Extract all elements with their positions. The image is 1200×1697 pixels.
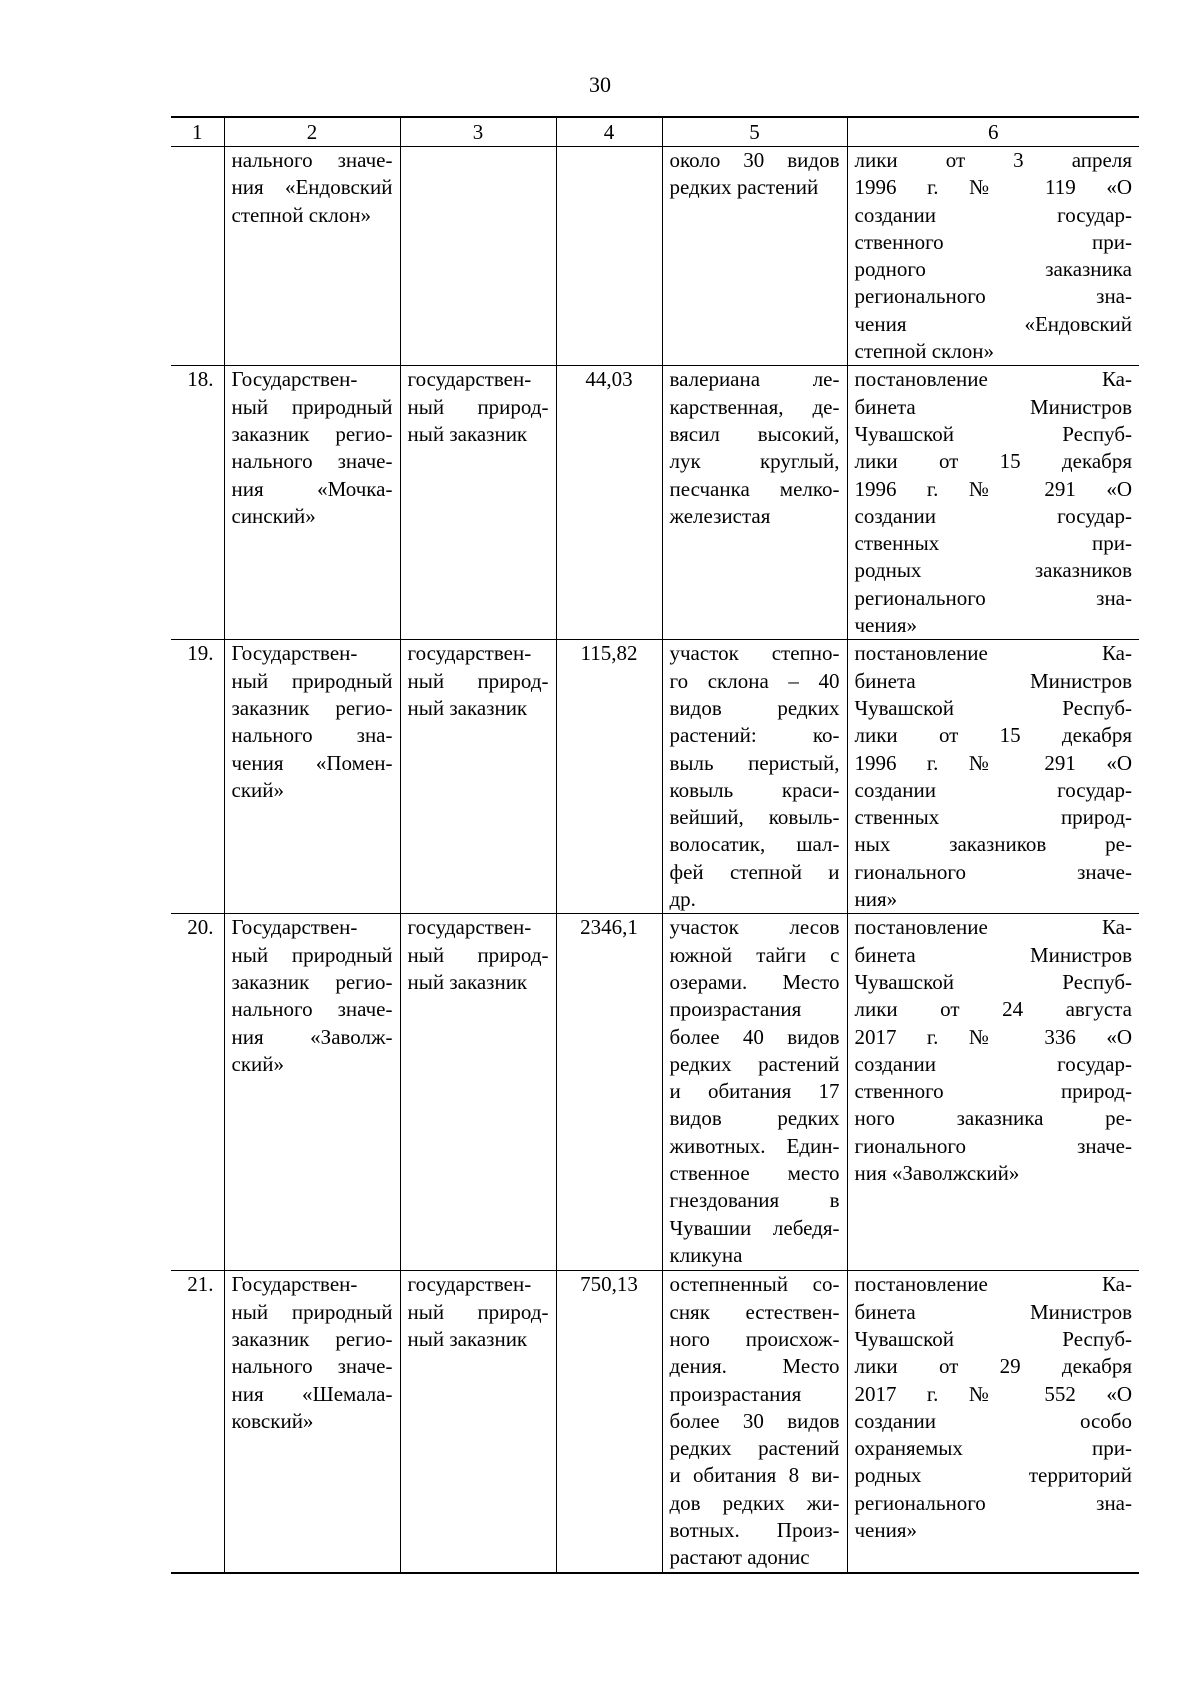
table-row bbox=[171, 914, 1139, 1271]
reserve-category-line: ный природ- bbox=[407, 394, 549, 419]
reserve-name bbox=[224, 147, 400, 366]
reserve-description-line: вотных. Произ- bbox=[669, 1518, 840, 1543]
legal-document-line: регионального зна- bbox=[854, 585, 1132, 610]
reserve-description-line: ковыль краси- bbox=[669, 777, 840, 802]
reserve-category-line: ный заказник bbox=[407, 695, 528, 720]
legal-document-line: создании особо bbox=[854, 1408, 1132, 1433]
legal-document-line: лики от 15 декабря bbox=[854, 449, 1132, 474]
legal-document-line: степной склон» bbox=[854, 339, 995, 364]
legal-document-line: охраняемых при- bbox=[854, 1436, 1132, 1461]
reserve-description-line: лук круглый, bbox=[669, 449, 840, 474]
legal-document-line: ния «Заволжский» bbox=[854, 1161, 1020, 1186]
reserve-description-line: сняк естествен- bbox=[669, 1299, 840, 1324]
legal-document-line: бинета Министров bbox=[854, 1299, 1132, 1324]
reserve-category-line: ный природ- bbox=[407, 942, 549, 967]
legal-document-line: Чувашской Респуб- bbox=[854, 695, 1132, 720]
reserve-description-line: го склона – 40 bbox=[669, 668, 840, 693]
reserve-description-line: кликуна bbox=[669, 1242, 743, 1267]
reserve-area: 750,13 bbox=[556, 1271, 662, 1573]
reserve-name bbox=[224, 640, 400, 914]
legal-document-line: 1996 г. № 291 «О bbox=[854, 750, 1132, 775]
reserve-category-line: государствен- bbox=[407, 367, 532, 392]
legal-document-line: бинета Министров bbox=[854, 668, 1132, 693]
reserve-description-line: около 30 видов bbox=[669, 148, 840, 172]
legal-document-line: родных заказников bbox=[854, 558, 1132, 583]
reserve-category-line: ный заказник bbox=[407, 1326, 528, 1351]
legal-document-line: гионального значе- bbox=[854, 1133, 1132, 1158]
legal-document bbox=[847, 640, 1139, 914]
legal-document-line: лики от 15 декабря bbox=[854, 723, 1132, 748]
column-header: 3 bbox=[400, 117, 556, 147]
reserve-description-line: произрастания bbox=[669, 997, 802, 1022]
reserve-description-line: железистая bbox=[669, 503, 771, 528]
reserve-name-line: ский» bbox=[231, 1051, 284, 1076]
legal-document-line: лики от 29 декабря bbox=[854, 1354, 1132, 1379]
reserve-description-line: растают адонис bbox=[669, 1545, 810, 1570]
page-number: 30 bbox=[589, 72, 611, 97]
legal-document-line: создании государ- bbox=[854, 503, 1132, 528]
reserve-category-line: ный заказник bbox=[407, 421, 528, 446]
reserve-description-line: карственная, де- bbox=[669, 394, 840, 419]
legal-document-line: Чувашской Респуб- bbox=[854, 969, 1132, 994]
reserve-category bbox=[400, 1271, 556, 1573]
row-number: 21. bbox=[171, 1271, 224, 1573]
legal-document-line: регионального зна- bbox=[854, 284, 1132, 309]
reserve-description-line: редких растений bbox=[669, 1051, 840, 1076]
row-number: 18. bbox=[171, 366, 224, 640]
reserve-name-line: ния «Шемала- bbox=[231, 1381, 393, 1406]
reserve-name bbox=[224, 1271, 400, 1573]
reserve-name-line: ный природный bbox=[231, 942, 393, 967]
reserve-category-line: ный природ- bbox=[407, 1299, 549, 1324]
reserve-name-line: ния «Ендовский bbox=[231, 175, 393, 200]
reserve-description bbox=[662, 640, 847, 914]
reserve-name-line: Государствен- bbox=[231, 1272, 358, 1297]
reserve-description bbox=[662, 366, 847, 640]
reserve-description-line: видов редких bbox=[669, 695, 840, 720]
legal-document bbox=[847, 914, 1139, 1271]
reserve-description-line: валериана ле- bbox=[669, 367, 840, 392]
reserve-description-line: вейший, ковыль- bbox=[669, 805, 840, 830]
row-number bbox=[171, 147, 224, 366]
legal-document-line: постановление Ка- bbox=[854, 367, 1132, 392]
legal-document-line: чения» bbox=[854, 1518, 918, 1543]
column-header: 6 bbox=[847, 117, 1139, 147]
table-header-row bbox=[171, 117, 1139, 147]
reserve-category bbox=[400, 147, 556, 366]
reserve-name-line: нального значе- bbox=[231, 997, 393, 1022]
reserve-name-line: ский» bbox=[231, 777, 284, 802]
reserve-description-line: редких растений bbox=[669, 175, 819, 200]
reserve-area: 2346,1 bbox=[556, 914, 662, 1271]
reserve-description-line: выль перистый, bbox=[669, 750, 840, 775]
reserve-category-line: государствен- bbox=[407, 915, 532, 940]
legal-document-line: создании государ- bbox=[854, 1051, 1132, 1076]
reserve-category bbox=[400, 366, 556, 640]
reserve-area: 115,82 bbox=[556, 640, 662, 914]
reserve-description bbox=[662, 1271, 847, 1573]
reserve-description-line: песчанка мелко- bbox=[669, 476, 840, 501]
reserve-description-line: животных. Един- bbox=[669, 1133, 840, 1158]
row-number: 19. bbox=[171, 640, 224, 914]
legal-document-line: родных территорий bbox=[854, 1463, 1132, 1488]
reserves-table bbox=[171, 116, 1139, 1574]
legal-document-line: чения» bbox=[854, 613, 918, 638]
reserve-name-line: чения «Помен- bbox=[231, 750, 393, 775]
legal-document-line: лики от 3 апреля bbox=[854, 148, 1132, 172]
reserve-category bbox=[400, 914, 556, 1271]
legal-document-line: постановление Ка- bbox=[854, 641, 1132, 666]
legal-document-line: 1996 г. № 119 «О bbox=[854, 175, 1132, 200]
reserve-name-line: синский» bbox=[231, 503, 316, 528]
legal-document-line: ственного при- bbox=[854, 229, 1132, 254]
reserve-description-line: гнездования в bbox=[669, 1188, 840, 1213]
legal-document-line: 1996 г. № 291 «О bbox=[854, 476, 1132, 501]
legal-document-line: ственных при- bbox=[854, 531, 1132, 556]
reserve-description-line: Чувашии лебедя- bbox=[669, 1215, 840, 1240]
reserve-category-line: государствен- bbox=[407, 641, 532, 666]
reserve-name-line: заказник регио- bbox=[231, 421, 393, 446]
reserve-description-line: участок степно- bbox=[669, 641, 840, 666]
reserve-description-line: произрастания bbox=[669, 1381, 802, 1406]
reserve-description-line: растений: ко- bbox=[669, 723, 840, 748]
legal-document bbox=[847, 366, 1139, 640]
reserve-description-line: видов редких bbox=[669, 1106, 840, 1131]
reserve-name-line: ный природный bbox=[231, 394, 393, 419]
reserve-name-line: ный природный bbox=[231, 668, 393, 693]
reserve-name-line: нального зна- bbox=[231, 723, 393, 748]
reserve-category-line: ный заказник bbox=[407, 969, 528, 994]
reserve-name-line: степной склон» bbox=[231, 202, 372, 227]
reserve-description-line: и обитания 8 ви- bbox=[669, 1463, 840, 1488]
reserve-description bbox=[662, 147, 847, 366]
reserve-description-line: участок лесов bbox=[669, 915, 840, 940]
legal-document-line: регионального зна- bbox=[854, 1490, 1132, 1515]
reserve-description-line: и обитания 17 bbox=[669, 1079, 840, 1104]
reserve-description-line: дения. Место bbox=[669, 1354, 840, 1379]
legal-document-line: Чувашской Респуб- bbox=[854, 1326, 1132, 1351]
legal-document-line: 2017 г. № 336 «О bbox=[854, 1024, 1132, 1049]
reserve-category-line: государствен- bbox=[407, 1272, 532, 1297]
reserve-description bbox=[662, 914, 847, 1271]
reserve-description-line: ного происхож- bbox=[669, 1326, 840, 1351]
row-number: 20. bbox=[171, 914, 224, 1271]
column-header: 1 bbox=[171, 117, 224, 147]
reserve-description-line: озерами. Место bbox=[669, 969, 840, 994]
table-row bbox=[171, 366, 1139, 640]
reserve-name-line: нального значе- bbox=[231, 1354, 393, 1379]
legal-document-line: лики от 24 августа bbox=[854, 997, 1132, 1022]
reserve-name-line: ния «Заволж- bbox=[231, 1024, 393, 1049]
legal-document-line: постановление Ка- bbox=[854, 1272, 1132, 1297]
legal-document-line: ственных природ- bbox=[854, 805, 1132, 830]
reserve-description-line: южной тайги с bbox=[669, 942, 840, 967]
reserve-name-line: ния «Мочка- bbox=[231, 476, 393, 501]
reserve-area bbox=[556, 147, 662, 366]
reserve-area: 44,03 bbox=[556, 366, 662, 640]
column-header: 2 bbox=[224, 117, 400, 147]
reserve-description-line: более 40 видов bbox=[669, 1024, 840, 1049]
legal-document-line: ственного природ- bbox=[854, 1079, 1132, 1104]
legal-document-line: чения «Ендовский bbox=[854, 311, 1132, 336]
reserve-description-line: ственное место bbox=[669, 1161, 840, 1186]
legal-document-line: ного заказника ре- bbox=[854, 1106, 1132, 1131]
reserve-description-line: волосатик, шал- bbox=[669, 832, 840, 857]
table-row bbox=[171, 147, 1139, 366]
reserve-name-line: Государствен- bbox=[231, 367, 358, 392]
column-header: 5 bbox=[662, 117, 847, 147]
column-header: 4 bbox=[556, 117, 662, 147]
legal-document-line: создании государ- bbox=[854, 777, 1132, 802]
reserve-description-line: фей степной и bbox=[669, 859, 840, 884]
reserve-name-line: заказник регио- bbox=[231, 695, 393, 720]
reserve-category-line: ный природ- bbox=[407, 668, 549, 693]
legal-document-line: гионального значе- bbox=[854, 859, 1132, 884]
reserve-name-line: нального значе- bbox=[231, 449, 393, 474]
table-row bbox=[171, 640, 1139, 914]
reserve-name bbox=[224, 914, 400, 1271]
legal-document-line: 2017 г. № 552 «О bbox=[854, 1381, 1132, 1406]
reserve-name-line: заказник регио- bbox=[231, 969, 393, 994]
legal-document-line: бинета Министров bbox=[854, 942, 1132, 967]
reserve-name-line: ный природный bbox=[231, 1299, 393, 1324]
legal-document-line: постановление Ка- bbox=[854, 915, 1132, 940]
reserve-description-line: вясил высокий, bbox=[669, 421, 840, 446]
reserve-description-line: др. bbox=[669, 887, 696, 912]
legal-document bbox=[847, 1271, 1139, 1573]
reserve-category bbox=[400, 640, 556, 914]
legal-document-line: создании государ- bbox=[854, 202, 1132, 227]
reserve-name-line: Государствен- bbox=[231, 915, 358, 940]
legal-document-line: ных заказников ре- bbox=[854, 832, 1132, 857]
legal-document bbox=[847, 147, 1139, 366]
reserve-name-line: заказник регио- bbox=[231, 1326, 393, 1351]
reserve-description-line: более 30 видов bbox=[669, 1408, 840, 1433]
reserve-description-line: дов редких жи- bbox=[669, 1490, 840, 1515]
reserve-name-line: нального значе- bbox=[231, 148, 393, 172]
table-row bbox=[171, 1271, 1139, 1573]
reserve-name bbox=[224, 366, 400, 640]
legal-document-line: ния» bbox=[854, 887, 898, 912]
reserve-description-line: остепненный со- bbox=[669, 1272, 840, 1297]
legal-document-line: бинета Министров bbox=[854, 394, 1132, 419]
legal-document-line: Чувашской Респуб- bbox=[854, 421, 1132, 446]
reserve-name-line: ковский» bbox=[231, 1408, 314, 1433]
reserve-name-line: Государствен- bbox=[231, 641, 358, 666]
legal-document-line: родного заказника bbox=[854, 257, 1132, 282]
reserve-description-line: редких растений bbox=[669, 1436, 840, 1461]
